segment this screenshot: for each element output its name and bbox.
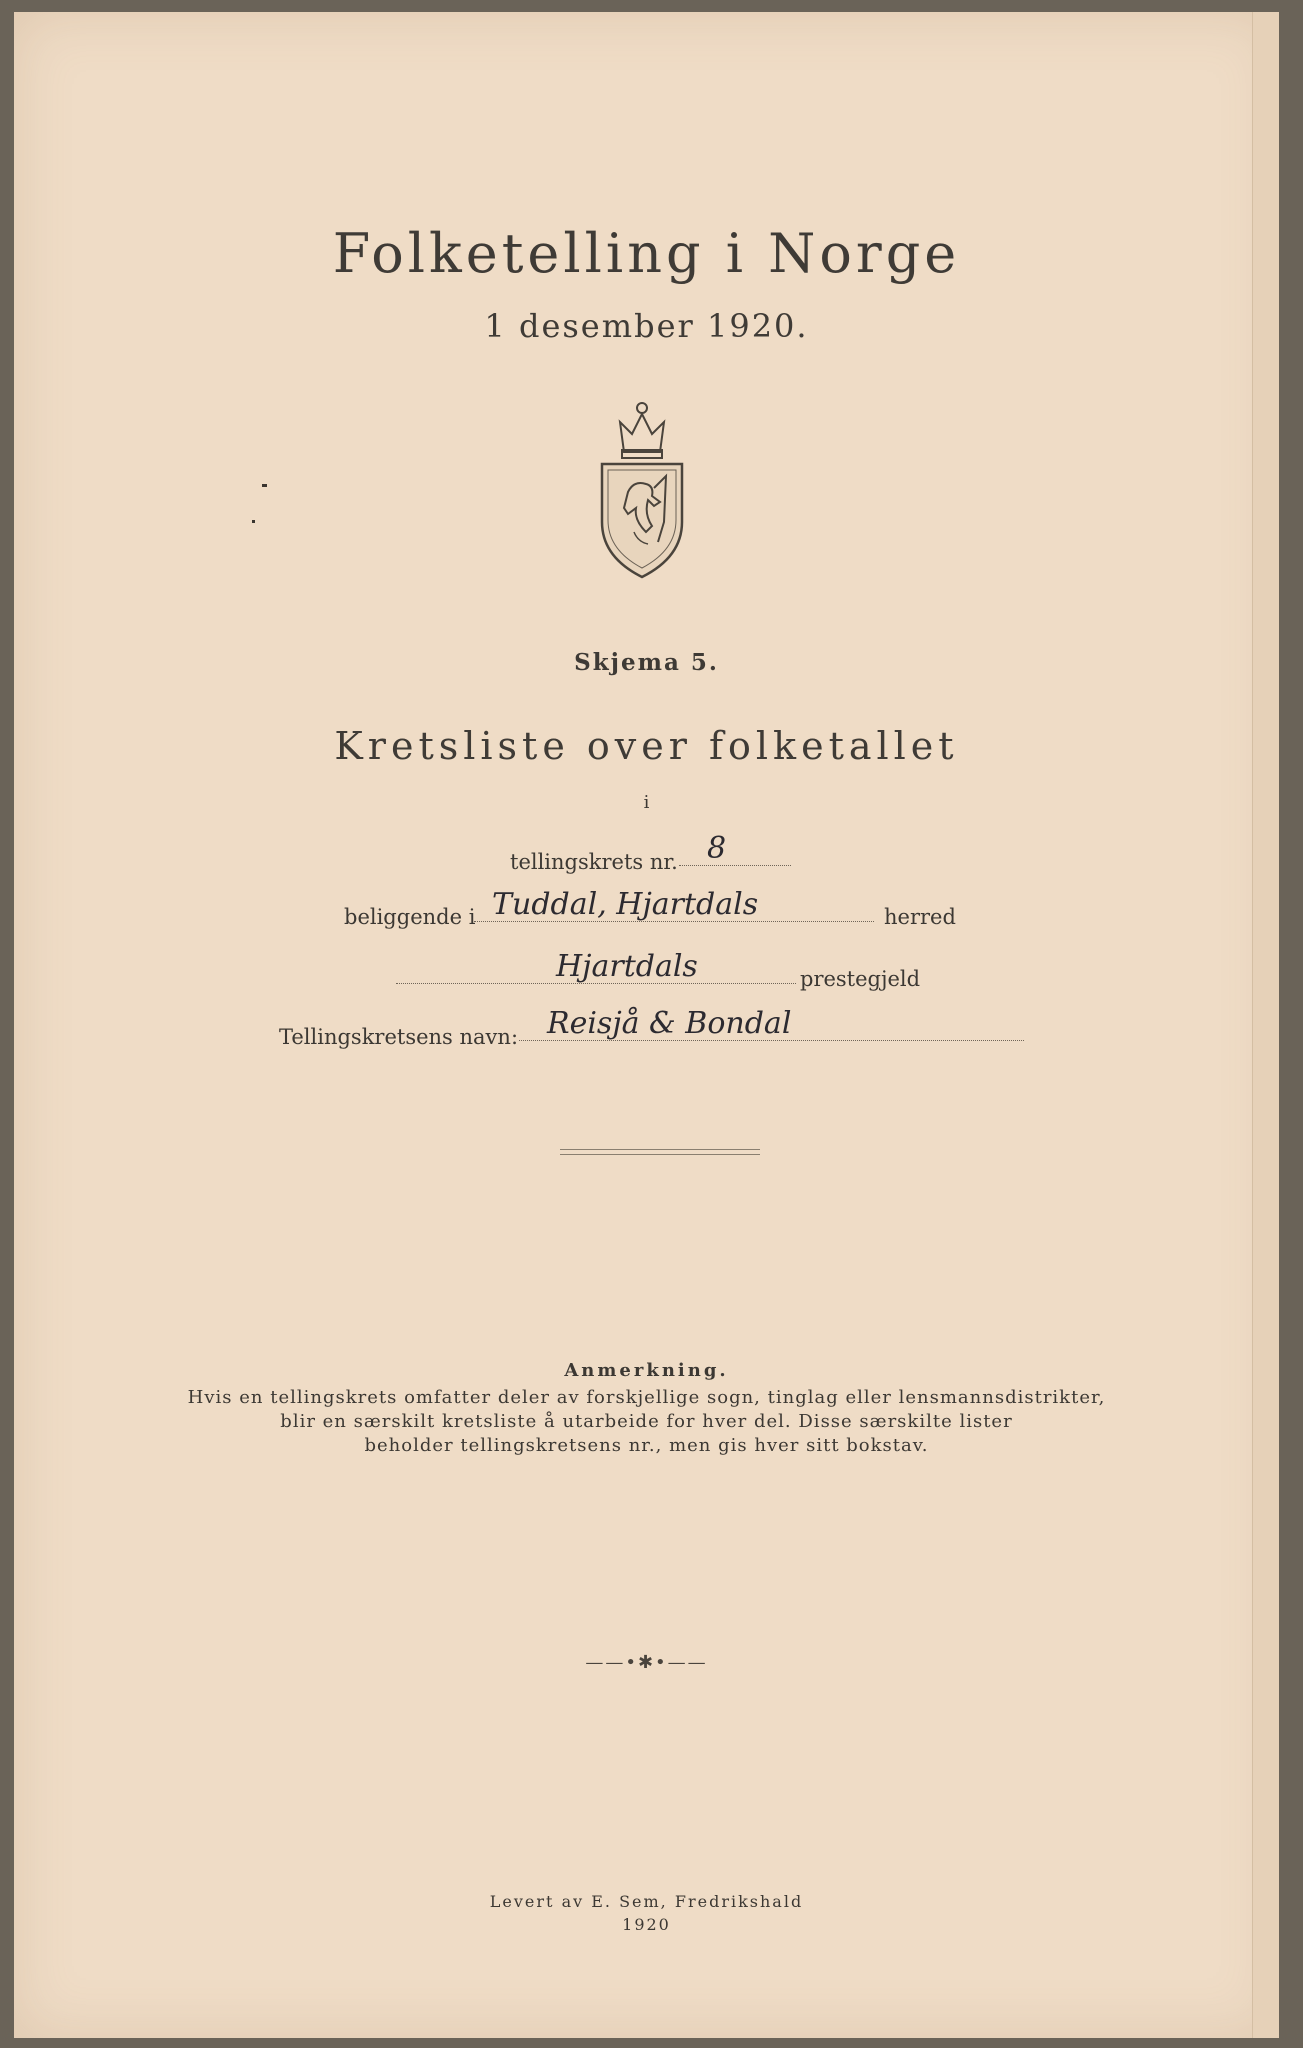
district-label: tellingskrets nr. (510, 850, 678, 874)
printer-year: 1920 (622, 1915, 671, 1934)
form-subtitle: Kretsliste over folketallet (334, 724, 959, 768)
circuit-name-field[interactable]: Reisjå & Bondal (519, 1007, 1024, 1041)
ink-speck (262, 484, 267, 487)
located-label: beliggende i (344, 905, 476, 929)
parish-field[interactable]: Hjartdals (396, 950, 796, 984)
document-page (14, 12, 1279, 2038)
census-date: 1 desember 1920. (484, 307, 809, 345)
municipality-field[interactable]: Tuddal, Hjartdals (474, 888, 874, 922)
note-heading: Anmerkning. (564, 1360, 729, 1381)
district-number-field[interactable]: 8 (679, 832, 791, 866)
divider-rule (560, 1149, 760, 1150)
connector-word: i (643, 792, 650, 813)
circuit-name-label: Tellingskretsens navn: (279, 1025, 519, 1049)
note-line-1: Hvis en tellingskrets omfatter deler av forskjellige sogn, tinglag eller lensmannsdistrikter, (187, 1387, 1106, 1408)
ornament-divider: ——•✱•—— (585, 1652, 708, 1673)
note-line-3: beholder tellingskretsens nr., men gis hver sitt bokstav. (364, 1435, 929, 1456)
schema-number: Skjema 5. (574, 649, 719, 676)
printer-credit: Levert av E. Sem, Fredrikshald (489, 1892, 804, 1911)
document-title: Folketelling i Norge (332, 222, 961, 285)
ink-speck (252, 520, 255, 523)
parish-label: prestegjeld (800, 967, 921, 991)
herred-label: herred (884, 905, 956, 929)
divider-rule (560, 1154, 760, 1155)
norwegian-coat-of-arms-icon (594, 392, 690, 582)
note-line-2: blir en særskilt kretsliste å utarbeide for hver del. Disse særskilte lister (280, 1411, 1013, 1432)
